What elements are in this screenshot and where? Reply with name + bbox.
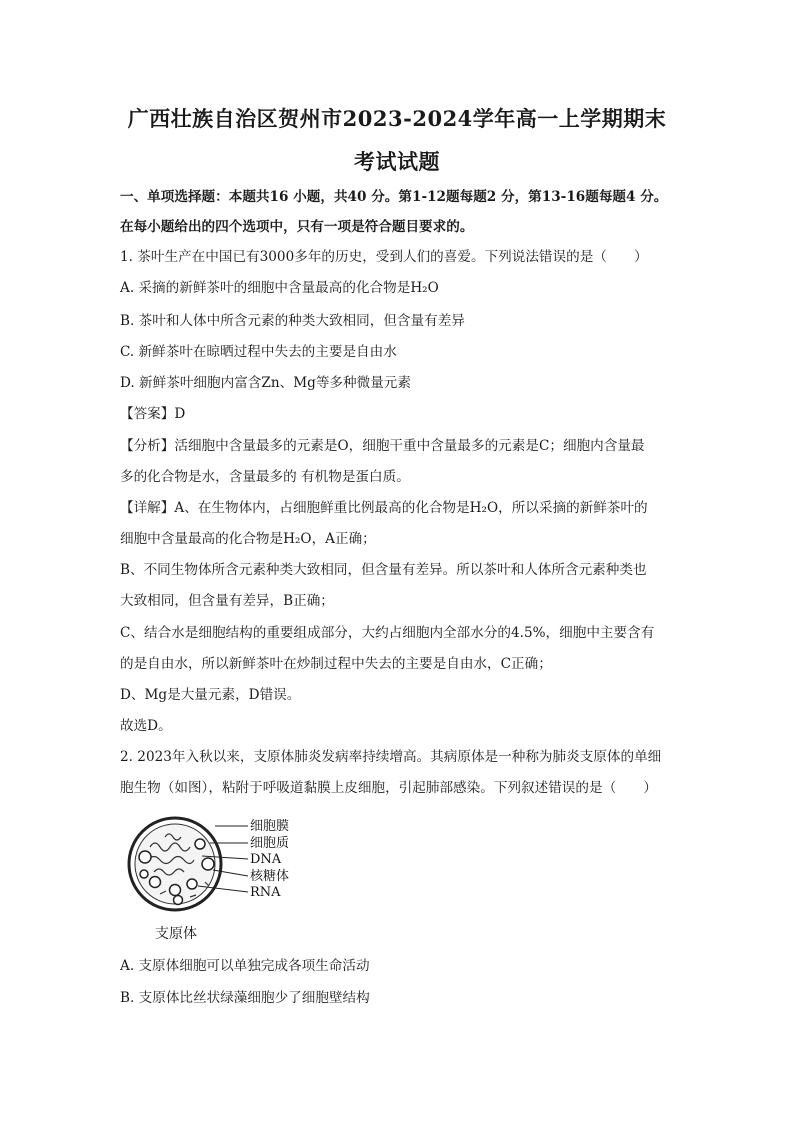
ribosome-shape bbox=[195, 839, 205, 849]
question-2-stem-line: 2. 2023年入秋以来，支原体肺炎发病率持续增高。其病原体是一种称为肺炎支原体的单细 bbox=[120, 749, 662, 765]
label-cytoplasm: 细胞质 bbox=[250, 836, 290, 851]
figure-caption: 支原体 bbox=[155, 926, 197, 942]
question-1-option-d: D. 新鲜茶叶细胞内富含Zn、Mg等多种微量元素 bbox=[120, 375, 411, 391]
question-1-option-b: B. 茶叶和人体中所含元素的种类大致相同，但含量有差异 bbox=[120, 313, 465, 329]
question-2-option-b: B. 支原体比丝状绿藻细胞少了细胞壁结构 bbox=[120, 990, 370, 1006]
question-1-stem: 1. 茶叶生产在中国已有3000多年的历史，受到人们的喜爱。下列说法错误的是（ ） bbox=[120, 249, 648, 265]
question-1-analysis-line: 多的化合物是水，含量最多的 有机物是蛋白质。 bbox=[120, 469, 410, 485]
label-dna: DNA bbox=[250, 852, 282, 867]
section-intro: 一、单项选择题：本题共16 小题，共40 分。第1-12题每题2 分，第13-16题每题4 分。 bbox=[120, 189, 668, 205]
question-1-detail-line: 大致相同，但含量有差异，B正确； bbox=[120, 593, 334, 609]
ribosome-shape bbox=[174, 896, 183, 905]
ribosome-shape bbox=[140, 870, 148, 878]
question-1-option-a: A. 采摘的新鲜茶叶的细胞中含量最高的化合物是H₂O bbox=[120, 280, 439, 296]
question-1-detail-line: C、结合水是细胞结构的重要组成部分，大约占细胞内全部水分的4.5%，细胞中主要含有 bbox=[120, 625, 655, 641]
ribosome-shape bbox=[187, 879, 197, 889]
question-1-analysis-line: 【分析】活细胞中含量最多的元素是O，细胞干重中含量最多的元素是C；细胞内含量最 bbox=[120, 438, 645, 454]
question-1-detail-line: D、Mg是大量元素，D错误。 bbox=[120, 687, 301, 703]
page-title: 广西壮族自治区贺州市2023-2024学年高一上学期期末 bbox=[127, 106, 667, 131]
question-1-detail-line: 【详解】A、在生物体内，占细胞鲜重比例最高的化合物是H₂O，所以采摘的新鲜茶叶的 bbox=[120, 500, 648, 516]
ribosome-shape bbox=[202, 858, 214, 870]
question-1-detail-line: 细胞中含量最高的化合物是H₂O，A正确； bbox=[120, 531, 376, 547]
label-rna: RNA bbox=[250, 885, 281, 900]
section-intro-cont: 在每小题给出的四个选项中，只有一项是符合题目要求的。 bbox=[120, 219, 474, 235]
label-ribosome: 核糖体 bbox=[250, 869, 290, 884]
question-1-detail-line: B、不同生物体所含元素种类大致相同，但含量有差异。所以茶叶和人体所含元素种类也 bbox=[120, 562, 647, 578]
question-2-stem-line: 胞生物（如图），粘附于呼吸道黏膜上皮细胞，引起肺部感染。下列叙述错误的是（ ） bbox=[120, 780, 657, 796]
label-cell-membrane: 细胞膜 bbox=[250, 819, 290, 834]
question-1-option-c: C. 新鲜茶叶在晾晒过程中失去的主要是自由水 bbox=[120, 344, 397, 360]
ribosome-shape bbox=[170, 885, 181, 896]
ribosome-shape bbox=[150, 877, 161, 888]
question-1-detail-line: 的是自由水，所以新鲜茶叶在炒制过程中失去的主要是自由水，C正确； bbox=[120, 656, 552, 672]
question-2-option-a: A. 支原体细胞可以单独完成各项生命活动 bbox=[120, 958, 370, 974]
page-subtitle: 考试试题 bbox=[354, 149, 440, 174]
mycoplasma-diagram bbox=[120, 812, 320, 947]
question-1-answer: 【答案】D bbox=[120, 406, 186, 422]
question-1-conclusion: 故选D。 bbox=[120, 718, 172, 734]
ribosome-shape bbox=[139, 851, 151, 863]
